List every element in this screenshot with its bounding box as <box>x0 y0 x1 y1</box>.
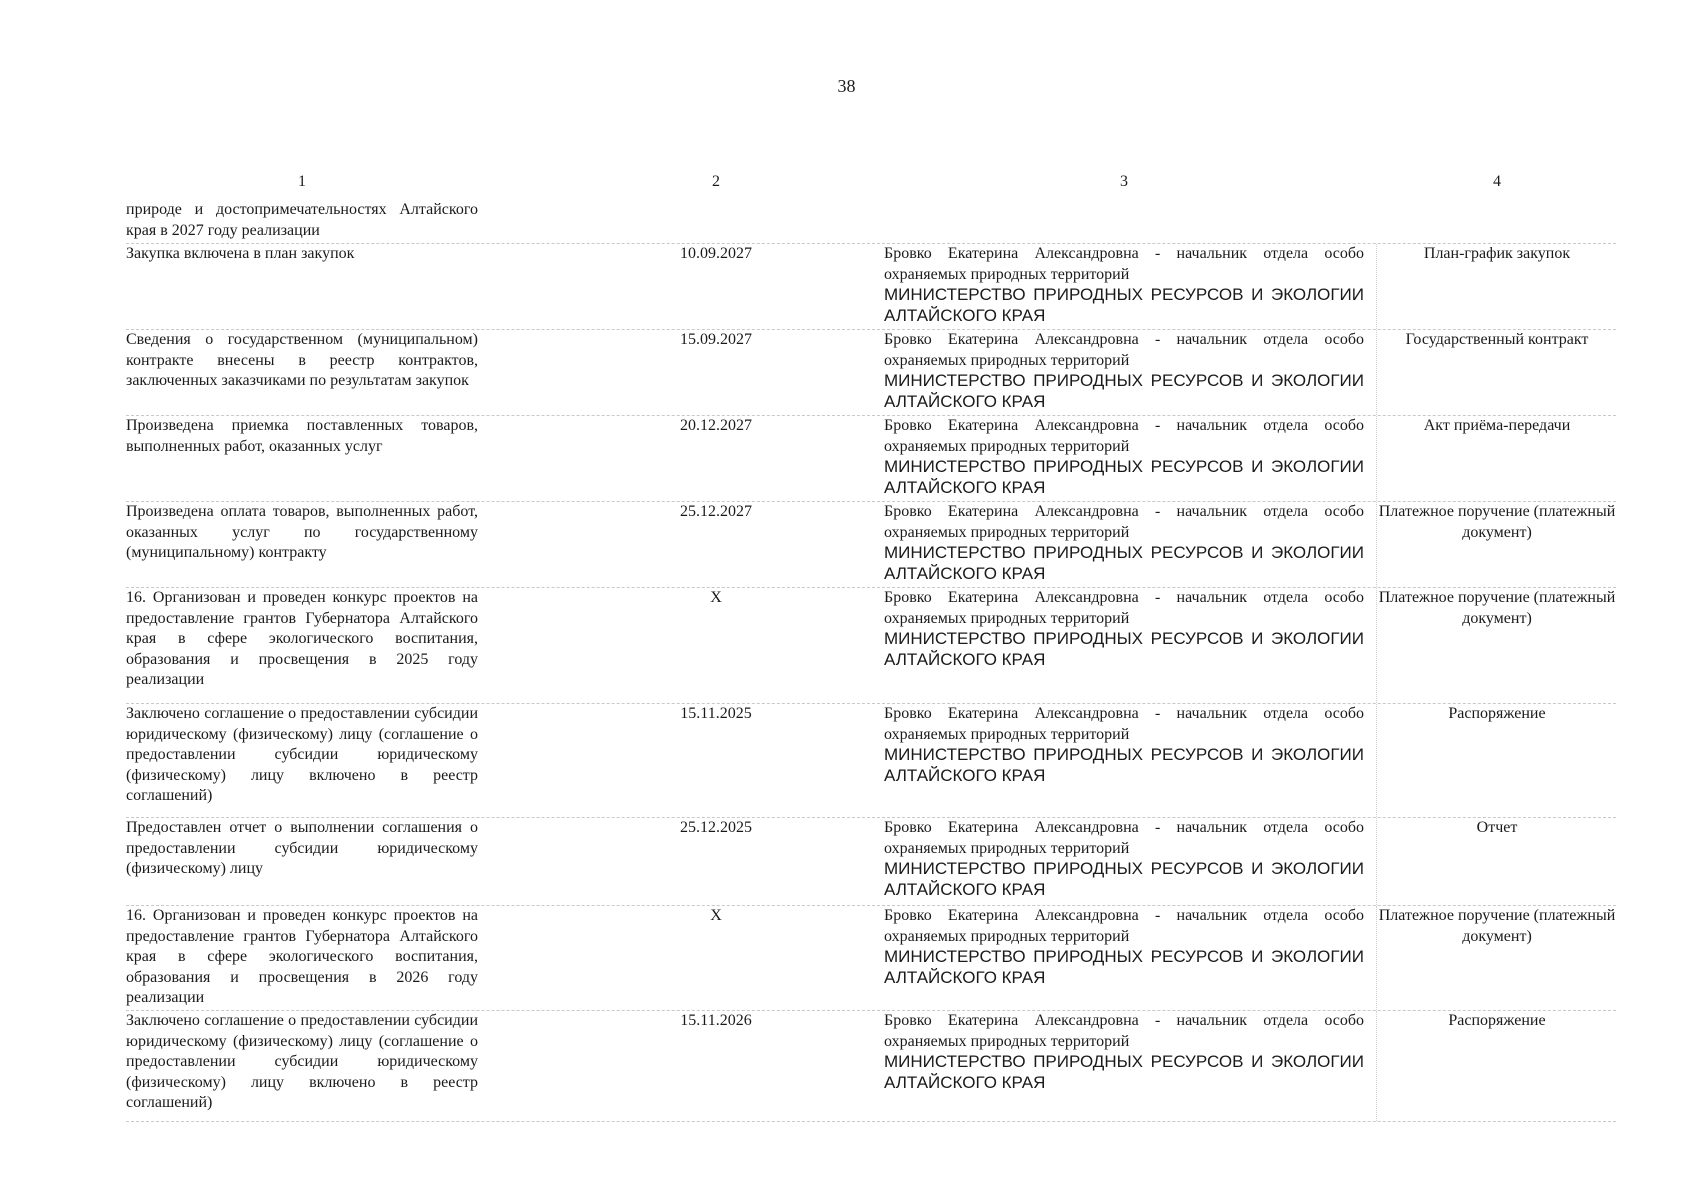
responsible-name: Бровко Екатерина Александровна - начальник отдела особо охраняемых природных территорий <box>884 907 1364 945</box>
responsible-name: Бровко Екатерина Александровна - начальник отдела особо охраняемых природных территорий <box>884 705 1364 743</box>
responsible-name: Бровко Екатерина Александровна - начальник отдела особо охраняемых природных территорий <box>884 503 1364 541</box>
event-cell: Сведения о государственном (муниципальном) контракте внесены в реестр контрактов, заключенных заказчиками по результатам закупок <box>126 331 478 389</box>
column-divider <box>1376 1011 1377 1121</box>
table-row <box>126 703 1616 817</box>
responsible-org: МИНИСТЕРСТВО ПРИРОДНЫХ РЕСУРСОВ И ЭКОЛОГИИ АЛТАЙСКОГО КРАЯ <box>884 629 1364 669</box>
date-cell: 25.12.2027 <box>680 503 752 520</box>
event-cell: природе и достопримечательностях Алтайского края в 2027 году реализации <box>126 201 478 239</box>
column-divider <box>1376 330 1377 415</box>
responsible-org: МИНИСТЕРСТВО ПРИРОДНЫХ РЕСУРСОВ И ЭКОЛОГИИ АЛТАЙСКОГО КРАЯ <box>884 285 1364 325</box>
table-row <box>126 243 1616 329</box>
responsible-cell <box>884 502 1364 584</box>
event-cell: Произведена приемка поставленных товаров, выполненных работ, оказанных услуг <box>126 417 478 455</box>
event-cell: 16. Организован и проведен конкурс проектов на предоставление грантов Губернатора Алтайского края в сфере экологического воспитания, образования и просвещения в 2026 году реализации <box>126 907 478 1006</box>
date-cell: 15.11.2026 <box>680 1012 752 1029</box>
table-row <box>126 329 1616 415</box>
date-cell: 20.12.2027 <box>680 417 752 434</box>
event-cell: Заключено соглашение о предоставлении субсидии юридическому (физическому) лицу (соглашение о предоставлении субсидии юридическому (физическому) лицу включено в реестр соглашений) <box>126 705 478 804</box>
responsible-cell <box>884 818 1364 900</box>
document-cell: Платежное поручение (платежный документ) <box>1378 589 1616 627</box>
responsible-org: МИНИСТЕРСТВО ПРИРОДНЫХ РЕСУРСОВ И ЭКОЛОГИИ АЛТАЙСКОГО КРАЯ <box>884 457 1364 497</box>
header-col-4: 4 <box>1493 173 1501 190</box>
document-cell: Платежное поручение (платежный документ) <box>1378 503 1616 541</box>
column-divider <box>1376 906 1377 1010</box>
responsible-cell <box>884 244 1364 326</box>
document-cell: Распоряжение <box>1448 705 1546 722</box>
responsible-name: Бровко Екатерина Александровна - начальник отдела особо охраняемых природных территорий <box>884 417 1364 455</box>
document-cell: Платежное поручение (платежный документ) <box>1378 907 1616 945</box>
date-cell: 15.09.2027 <box>680 331 752 348</box>
responsible-org: МИНИСТЕРСТВО ПРИРОДНЫХ РЕСУРСОВ И ЭКОЛОГИИ АЛТАЙСКОГО КРАЯ <box>884 371 1364 411</box>
header-col-2: 2 <box>712 173 720 190</box>
column-divider <box>1376 818 1377 905</box>
table-row <box>126 415 1616 501</box>
table-row <box>126 501 1616 587</box>
header-col-3: 3 <box>1120 173 1128 190</box>
responsible-cell <box>884 588 1364 670</box>
document-cell: План-график закупок <box>1423 245 1571 262</box>
table-row <box>126 587 1616 703</box>
column-divider <box>1376 704 1377 817</box>
event-cell: Произведена оплата товаров, выполненных работ, оказанных услуг по государственному (муниципальному) контракту <box>126 503 478 561</box>
responsible-name: Бровко Екатерина Александровна - начальник отдела особо охраняемых природных территорий <box>884 1012 1364 1050</box>
date-cell: 25.12.2025 <box>680 819 752 836</box>
event-cell: 16. Организован и проведен конкурс проектов на предоставление грантов Губернатора Алтайского края в сфере экологического воспитания, образования и просвещения в 2025 году реализации <box>126 589 478 688</box>
responsible-name: Бровко Екатерина Александровна - начальник отдела особо охраняемых природных территорий <box>884 245 1364 283</box>
responsible-cell <box>884 704 1364 786</box>
event-cell: Заключено соглашение о предоставлении субсидии юридическому (физическому) лицу (соглашение о предоставлении субсидии юридическому (физическому) лицу включено в реестр соглашений) <box>126 1012 478 1111</box>
column-divider <box>1376 416 1377 501</box>
table-row <box>126 200 1616 243</box>
control-points-table <box>126 170 1616 1122</box>
responsible-cell <box>884 1011 1364 1093</box>
date-cell: X <box>710 907 722 924</box>
event-cell: Предоставлен отчет о выполнении соглашения о предоставлении субсидии юридическому (физическому) лицу <box>126 819 478 877</box>
document-cell: Распоряжение <box>1448 1012 1546 1029</box>
responsible-org: МИНИСТЕРСТВО ПРИРОДНЫХ РЕСУРСОВ И ЭКОЛОГИИ АЛТАЙСКОГО КРАЯ <box>884 947 1364 987</box>
table-row <box>126 905 1616 1010</box>
table-row <box>126 817 1616 905</box>
table-header <box>126 170 1616 200</box>
event-cell: Закупка включена в план закупок <box>126 245 355 262</box>
responsible-cell <box>884 416 1364 498</box>
responsible-cell <box>884 330 1364 412</box>
responsible-org: МИНИСТЕРСТВО ПРИРОДНЫХ РЕСУРСОВ И ЭКОЛОГИИ АЛТАЙСКОГО КРАЯ <box>884 543 1364 583</box>
column-divider <box>1376 502 1377 587</box>
date-cell: 15.11.2025 <box>680 705 752 722</box>
document-cell: Отчет <box>1476 819 1518 836</box>
table-body <box>126 200 1616 1122</box>
column-divider <box>1376 588 1377 703</box>
date-cell: X <box>710 589 722 606</box>
date-cell: 10.09.2027 <box>680 245 752 262</box>
document-cell: Акт приёма-передачи <box>1423 417 1571 434</box>
responsible-org: МИНИСТЕРСТВО ПРИРОДНЫХ РЕСУРСОВ И ЭКОЛОГИИ АЛТАЙСКОГО КРАЯ <box>884 1052 1364 1092</box>
table-row <box>126 1010 1616 1122</box>
responsible-org: МИНИСТЕРСТВО ПРИРОДНЫХ РЕСУРСОВ И ЭКОЛОГИИ АЛТАЙСКОГО КРАЯ <box>884 745 1364 785</box>
responsible-cell <box>884 906 1364 988</box>
column-divider <box>1376 244 1377 329</box>
page-number: 38 <box>837 76 856 96</box>
responsible-name: Бровко Екатерина Александровна - начальник отдела особо охраняемых природных территорий <box>884 589 1364 627</box>
header-col-1: 1 <box>298 173 306 190</box>
responsible-name: Бровко Екатерина Александровна - начальник отдела особо охраняемых природных территорий <box>884 819 1364 857</box>
document-cell: Государственный контракт <box>1405 331 1589 348</box>
responsible-org: МИНИСТЕРСТВО ПРИРОДНЫХ РЕСУРСОВ И ЭКОЛОГИИ АЛТАЙСКОГО КРАЯ <box>884 859 1364 899</box>
responsible-name: Бровко Екатерина Александровна - начальник отдела особо охраняемых природных территорий <box>884 331 1364 369</box>
